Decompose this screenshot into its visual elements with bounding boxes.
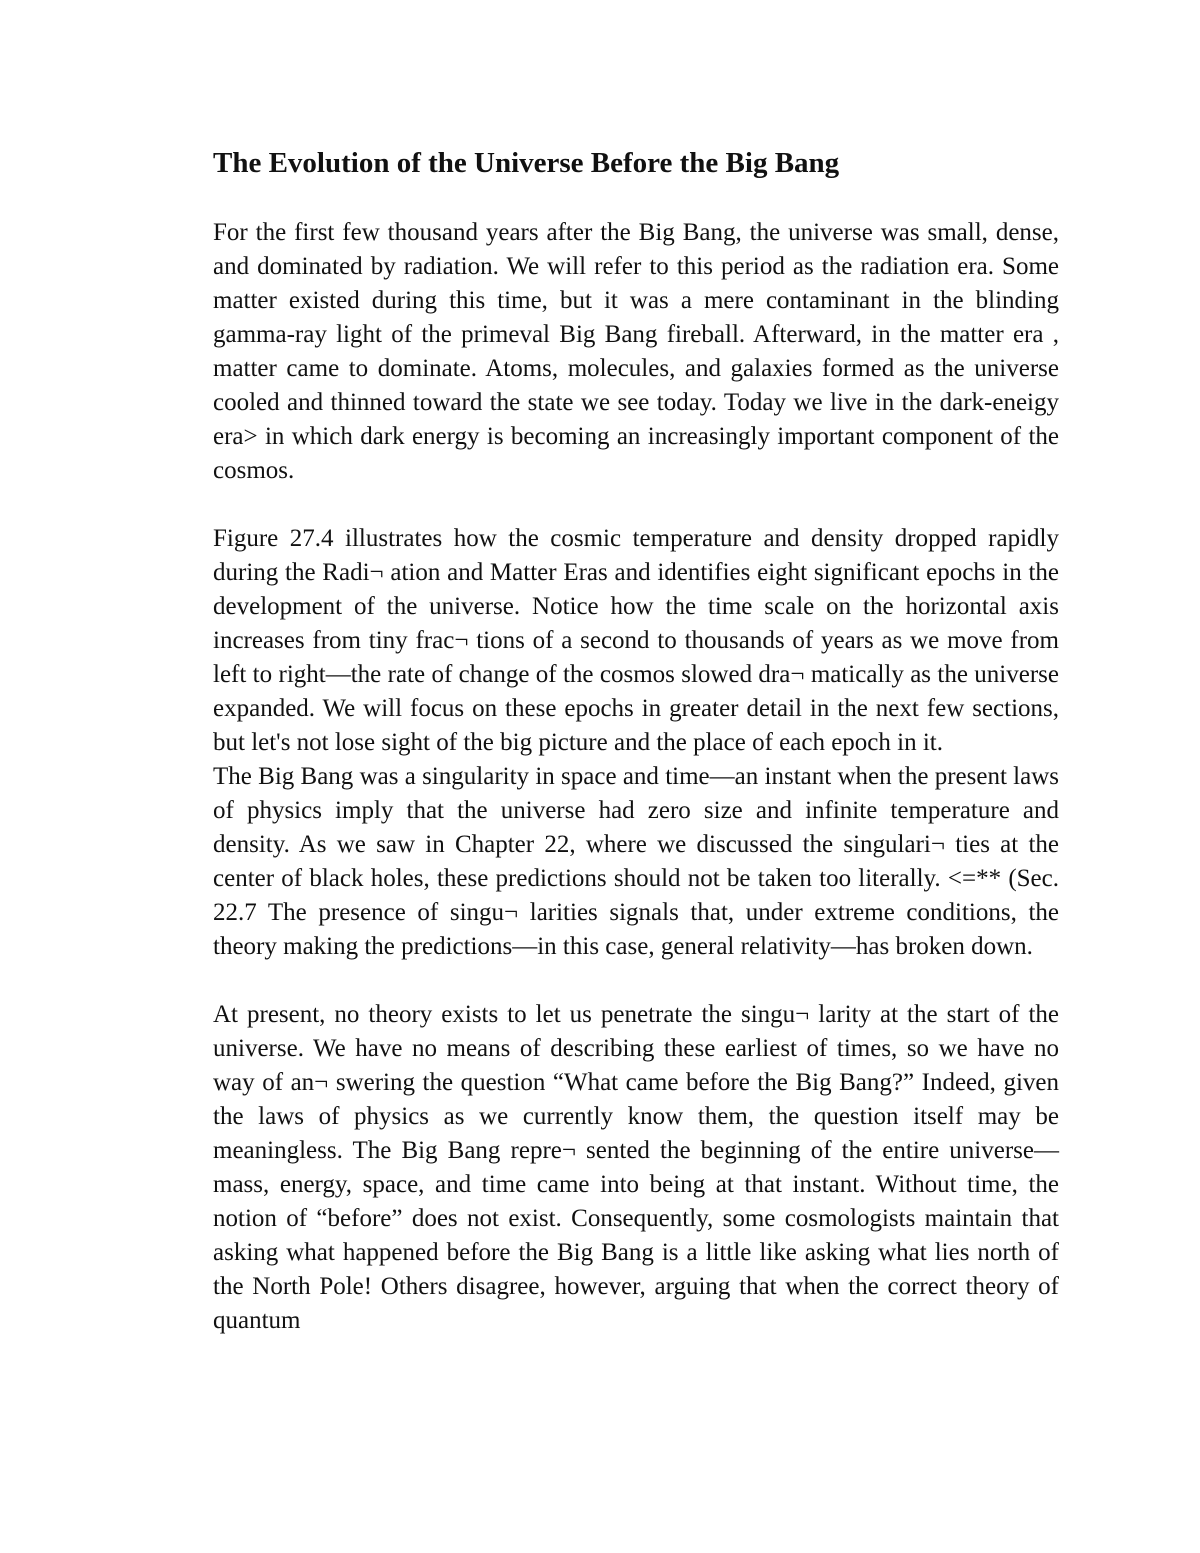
paragraph-figure-epochs: Figure 27.4 illustrates how the cosmic temperature and density dropped rapidly during the Radi¬ ation and Matter Eras and identifies eight significant epochs in the development of the universe. Notice how the time scale on the horizontal axis increases from tiny frac¬ tions of a second to thousands of years as we move from left to right—the rate of change of the cosmos slowed dra¬ matically as the universe expanded. We will focus on these epochs in greater detail in the next few sections, but let's not lose sight of the big picture and the place of each epoch in it. (213, 525, 1059, 756)
document-body (213, 143, 1059, 1338)
paragraph-radiation-era: For the first few thousand years after the Big Bang, the universe was small, dense, and dominated by radiation. We will refer to this period as the radiation era. Some matter existed during this time, but it was a mere contaminant in the blinding gamma-ray light of the primeval Big Bang fireball. Afterward, in the matter era , matter came to dominate. Atoms, molecules, and galaxies formed as the universe cooled and thinned toward the state we see today. Today we live in the dark-eneigy era> in which dark energy is becoming an increasingly important component of the cosmos. (213, 219, 1059, 484)
paragraph-before-big-bang: At present, no theory exists to let us penetrate the singu¬ larity at the start of the universe. We have no means of describing these earliest of times, so we have no way of an¬ swering the question “What came before the Big Bang?” Indeed, given the laws of physics as we currently know them, the question itself may be meaningless. The Big Bang repre¬ sented the beginning of the entire universe—mass, energy, space, and time came into being at that instant. Without time, the notion of “before” does not exist. Consequently, some cosmologists maintain that asking what happened before the Big Bang is a little like asking what lies north of the North Pole! Others disagree, however, arguing that when the correct theory of quantum (213, 1001, 1059, 1334)
paragraph-singularity: The Big Bang was a singularity in space and time—an instant when the present laws of physics imply that the universe had zero size and infinite temperature and density. As we saw in Chapter 22, where we discussed the singulari¬ ties at the center of black holes, these predictions should not be taken too literally. <=** (Sec. 22.7 The presence of singu¬ larities signals that, under extreme conditions, the theory making the predictions—in this case, general relativity—has broken down. (213, 763, 1059, 960)
document-title: The Evolution of the Universe Before the Big Bang (213, 147, 840, 179)
